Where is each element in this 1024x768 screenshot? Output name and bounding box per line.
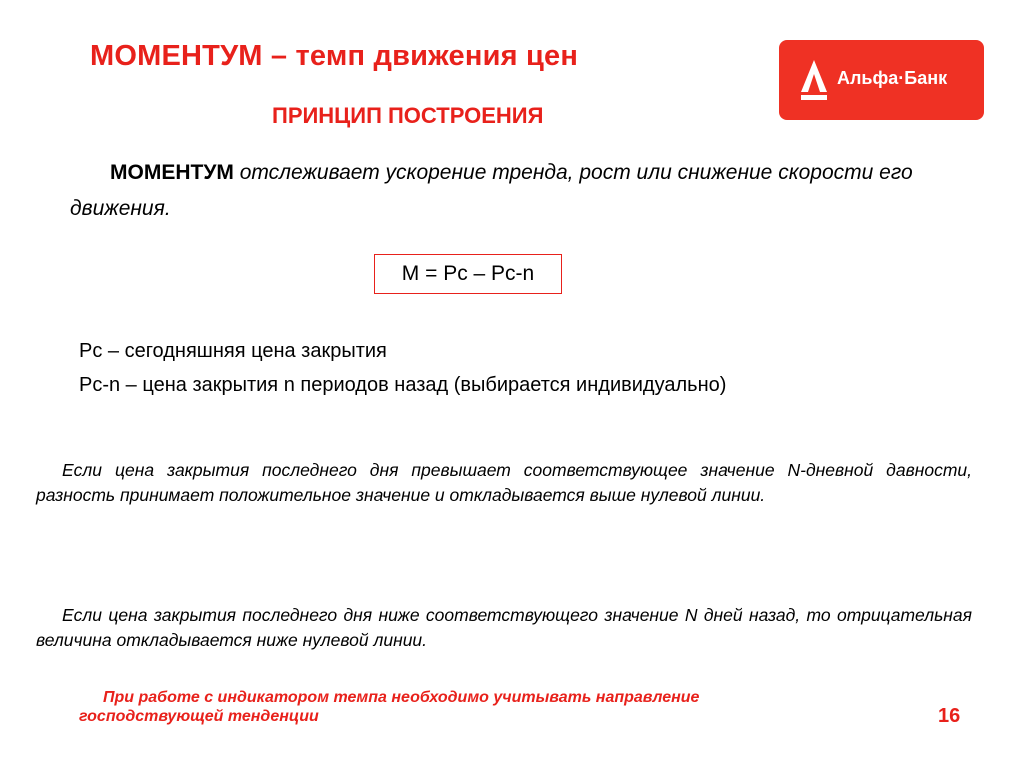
definition-pc-n: Pc-n – цена закрытия n периодов назад (выбирается индивидуально): [79, 374, 727, 396]
formula-box: M = Pc – Pc-n: [374, 254, 562, 294]
intro-text: отслеживает ускорение тренда, рост или снижение скорости его движения.: [70, 161, 913, 220]
page-number: 16: [938, 705, 961, 727]
logo-text: Альфа·Банк: [837, 68, 948, 88]
intro-paragraph: [70, 155, 940, 227]
section-subtitle: ПРИНЦИП ПОСТРОЕНИЯ: [272, 103, 544, 128]
rule-positive-paragraph: Если цена закрытия последнего дня превышает соответствующее значение N-дневной давности, разность принимает положительное значение и откладывается выше нулевой линии.: [36, 460, 972, 505]
alfa-bank-a-icon: [797, 58, 831, 102]
page-title: МОМЕНТУМ – темп движения цен: [90, 40, 579, 72]
footer-note: При работе с индикатором темпа необходимо учитывать направление господствующей тенденции: [79, 689, 700, 725]
alfa-bank-logo: [779, 40, 984, 120]
rule-negative-paragraph: Если цена закрытия последнего дня ниже соответствующего значение N дней назад, то отрицательная величина откладывается ниже нулевой линии.: [36, 605, 972, 650]
intro-lead-term: МОМЕНТУМ: [110, 161, 234, 184]
definition-pc: Pc – сегодняшняя цена закрытия: [79, 340, 387, 362]
